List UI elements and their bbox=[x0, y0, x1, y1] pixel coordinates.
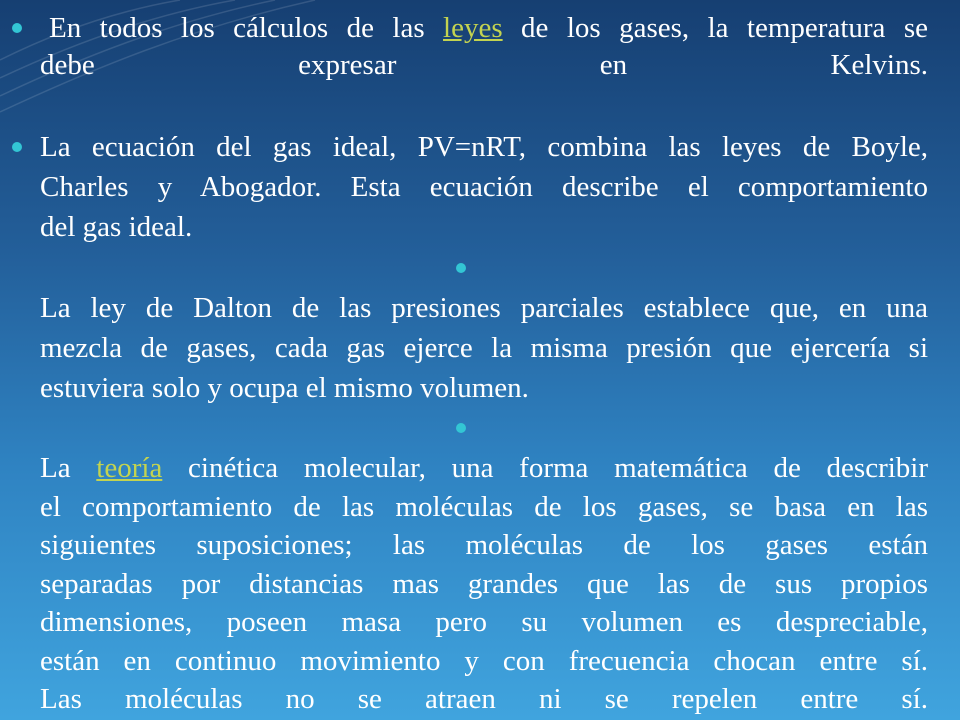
teoria-link[interactable]: teoría bbox=[96, 452, 163, 484]
bullet-1-text bbox=[40, 10, 928, 84]
text-segment: de los gases, la temperatura se bbox=[502, 12, 928, 44]
bullet-4-line: dimensiones, poseen masa pero su volumen es despreciable, bbox=[40, 606, 928, 638]
bullet-dot bbox=[12, 23, 22, 33]
bullet-3-text bbox=[40, 288, 928, 408]
bullet-1-line-2: debe expresar en Kelvins. bbox=[40, 49, 928, 81]
text-segment: La bbox=[40, 452, 97, 484]
bullet-dot bbox=[12, 142, 22, 152]
bullet-1-line-1 bbox=[40, 10, 928, 47]
bullet-4-line: están en continuo movimiento y con frecuencia chocan entre sí. bbox=[40, 644, 928, 677]
bullet-3-line: estuviera solo y ocupa el mismo volumen. bbox=[40, 372, 529, 404]
bullet-4-line: el comportamiento de las moléculas de los gases, se basa en las bbox=[40, 490, 928, 523]
bullet-2-line: La ecuación del gas ideal, PV=nRT, combina las leyes de Boyle, bbox=[40, 131, 928, 163]
bullet-2-text bbox=[40, 127, 928, 247]
bullet-4-line-1 bbox=[40, 449, 928, 488]
bullet-2-line: Charles y Abogador. Esta ecuación describe el comportamiento bbox=[40, 171, 928, 203]
bullet-4-line: separadas por distancias mas grandes que las de sus propios bbox=[40, 567, 928, 600]
text-segment: En todos los cálculos de las bbox=[49, 12, 444, 44]
bullet-3-line: La ley de Dalton de las presiones parciales establece que, en una bbox=[40, 292, 928, 324]
bullet-3-line: mezcla de gases, cada gas ejerce la misma presión que ejercería si bbox=[40, 332, 928, 364]
bullet-4-text bbox=[40, 449, 928, 719]
bullet-dot bbox=[456, 423, 466, 433]
bullet-4-line: siguientes suposiciones; las moléculas de los gases están bbox=[40, 529, 928, 561]
bullet-2-line: del gas ideal. bbox=[40, 211, 193, 243]
bullet-dot bbox=[456, 263, 466, 273]
bullet-4-line: Las moléculas no se atraen ni se repelen entre sí. bbox=[40, 683, 928, 715]
leyes-link[interactable]: leyes bbox=[443, 12, 503, 44]
text-segment: cinética molecular, una forma matemática de describir bbox=[162, 452, 928, 484]
